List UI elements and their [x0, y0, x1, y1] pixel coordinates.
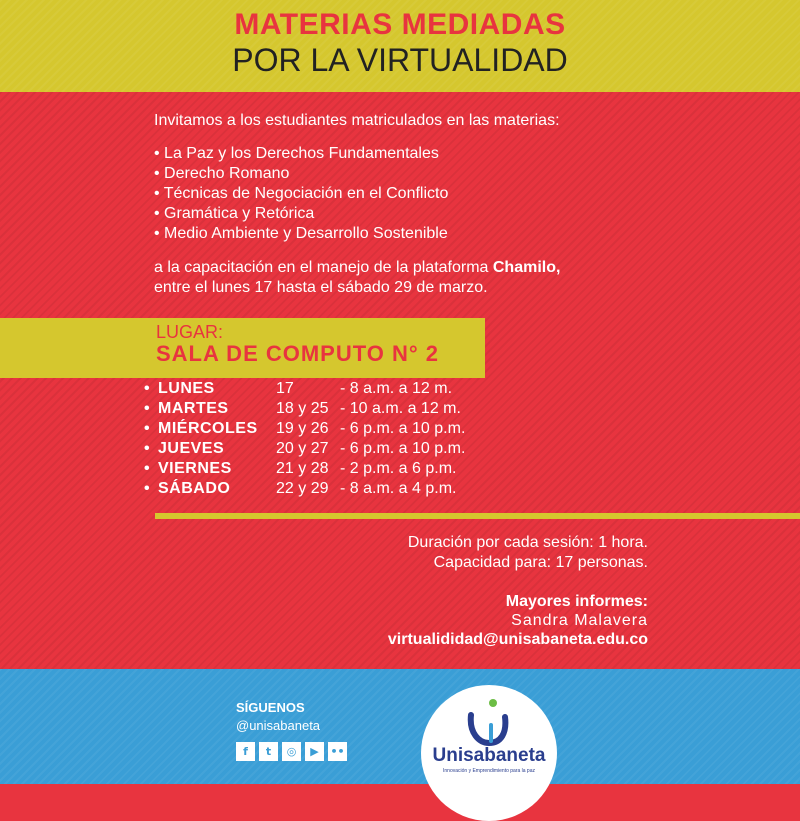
- schedule-day: MARTES: [158, 400, 229, 417]
- social-icons: [236, 742, 347, 761]
- session-duration: Duración por cada sesión: 1 hora.: [407, 534, 648, 551]
- instagram-icon[interactable]: ◎: [282, 742, 301, 761]
- bullet: •: [144, 460, 150, 477]
- capacity: Capacidad para: 17 personas.: [433, 554, 648, 571]
- place-banner: [0, 318, 485, 378]
- subject-item: • Derecho Romano: [154, 165, 290, 182]
- contact-heading: Mayores informes:: [505, 593, 648, 610]
- facebook-icon[interactable]: f: [236, 742, 255, 761]
- logo-name: Unisabaneta: [432, 745, 546, 766]
- title-line-1: MATERIAS MEDIADAS: [234, 8, 566, 41]
- schedule-time: - 10 a.m. a 12 m.: [340, 400, 461, 417]
- platform-name: Chamilo,: [492, 259, 561, 276]
- schedule-date: 22 y 29: [276, 480, 329, 497]
- schedule-day: VIERNES: [158, 460, 232, 477]
- place-name: SALA DE COMPUTO N° 2: [156, 341, 440, 366]
- youtube-icon[interactable]: ▶: [305, 742, 324, 761]
- invite-dates: entre el lunes 17 hasta el sábado 29 de marzo.: [154, 279, 488, 296]
- subject-item: • Medio Ambiente y Desarrollo Sostenible: [154, 225, 448, 242]
- subject-item: • La Paz y los Derechos Fundamentales: [154, 145, 439, 162]
- contact-email[interactable]: virtualididad@unisabaneta.edu.co: [387, 631, 648, 648]
- contact-name: Sandra Malavera: [511, 612, 648, 629]
- divider: [155, 513, 800, 519]
- bullet: •: [144, 400, 150, 417]
- schedule-day: JUEVES: [158, 440, 225, 457]
- schedule-date: 21 y 28: [276, 460, 329, 477]
- schedule-date: 20 y 27: [276, 440, 329, 457]
- social-handle[interactable]: @unisabaneta: [236, 718, 321, 733]
- schedule-time: - 8 a.m. a 4 p.m.: [340, 480, 457, 497]
- intro-text: Invitamos a los estudiantes matriculados en las materias:: [154, 112, 560, 129]
- schedule-day: LUNES: [158, 380, 215, 397]
- subject-item: • Técnicas de Negociación en el Conflicto: [154, 185, 449, 202]
- schedule-time: - 6 p.m. a 10 p.m.: [340, 420, 466, 437]
- place-label: LUGAR:: [156, 322, 224, 342]
- twitter-icon[interactable]: t: [259, 742, 278, 761]
- schedule-time: - 8 a.m. a 12 m.: [340, 380, 453, 397]
- bullet: •: [144, 440, 150, 457]
- header-band: [0, 0, 800, 92]
- title-line-2: POR LA VIRTUALIDAD: [232, 42, 568, 78]
- university-logo: [421, 685, 557, 821]
- invite-text: [154, 258, 634, 298]
- follow-heading: SÍGUENOS: [236, 700, 305, 715]
- schedule-day: SÁBADO: [158, 480, 231, 497]
- schedule-day: MIÉRCOLES: [158, 420, 258, 437]
- schedule-date: 17: [276, 380, 294, 397]
- bullet: •: [144, 480, 150, 497]
- logo-tagline: Innovación y Emprendimiento para la paz: [443, 768, 535, 774]
- bullet: •: [144, 380, 150, 397]
- schedule-date: 18 y 25: [276, 400, 329, 417]
- schedule-date: 19 y 26: [276, 420, 329, 437]
- subject-list: [154, 144, 448, 244]
- footer-band: [0, 669, 800, 784]
- invite-pre: a la capacitación en el manejo de la plataforma: [154, 259, 493, 276]
- bullet: •: [144, 420, 150, 437]
- subject-item: • Gramática y Retórica: [154, 205, 315, 222]
- flickr-icon[interactable]: ••: [328, 742, 347, 761]
- schedule-time: - 2 p.m. a 6 p.m.: [340, 460, 457, 477]
- schedule-time: - 6 p.m. a 10 p.m.: [340, 440, 466, 457]
